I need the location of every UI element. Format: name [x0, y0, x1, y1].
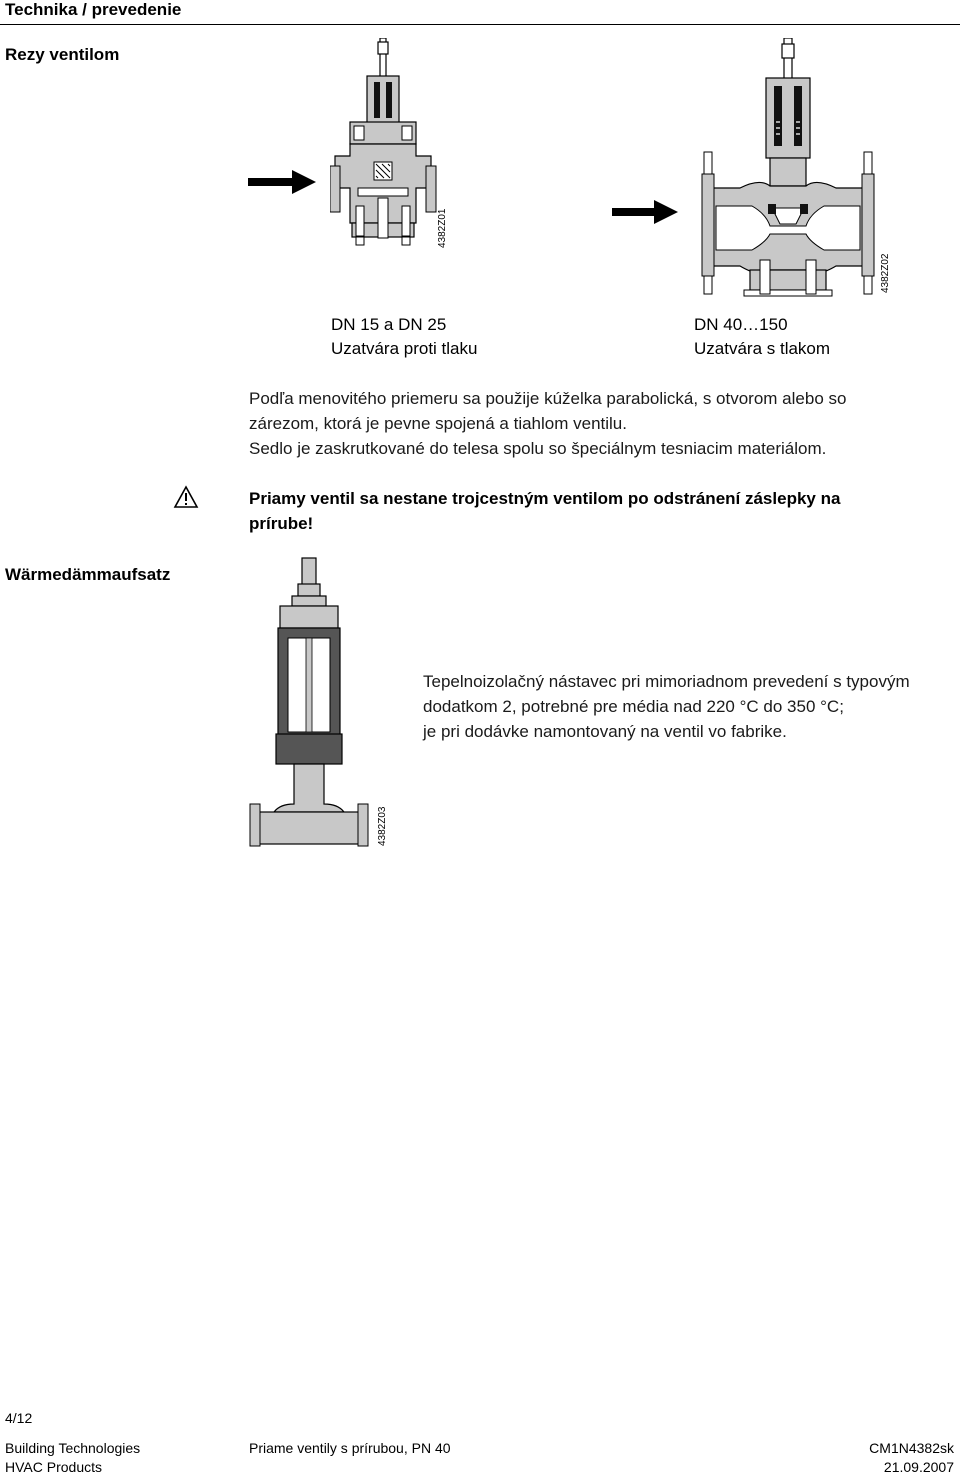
footer-company	[5, 1439, 140, 1477]
flow-arrow-right-icon	[612, 200, 678, 224]
valve-description-paragraph	[249, 386, 846, 461]
thermal-insulation-attachment-figure	[248, 556, 378, 848]
caption-left-line1: DN 15 a DN 25	[331, 315, 447, 334]
footer-doc-title: Priame ventily s prírubou, PN 40	[249, 1440, 451, 1456]
paragraph-line: Tepelnoizolačný nástavec pri mimoriadnom prevedení s typovým	[423, 672, 910, 691]
header-title: Technika / prevedenie	[5, 0, 182, 19]
section-title-valve-cuts: Rezy ventilom	[5, 45, 120, 64]
paragraph-line: dodatkom 2, potrebné pre média nad 220 °C do 350 °C;	[423, 697, 844, 716]
warning-line: Priamy ventil sa nestane trojcestným ventilom po odstránení záslepky na	[249, 489, 841, 508]
caption-right-line2: Uzatvára s tlakom	[694, 339, 831, 358]
valve-section-dn15-25-figure	[330, 38, 440, 260]
footer-company-line2: HVAC Products	[5, 1459, 102, 1475]
footer-company-line1: Building Technologies	[5, 1440, 141, 1456]
paragraph-line: Podľa menovitého priemeru sa použije kúželka parabolická, s otvorom alebo so	[249, 389, 847, 408]
paragraph-line: Sedlo je zaskrutkované do telesa spolu so špeciálnym tesniacim materiálom.	[249, 439, 827, 458]
footer-doc-meta	[869, 1439, 954, 1477]
caption-right-line1: DN 40…150	[694, 315, 788, 334]
figure-code-left: 4382Z01	[437, 208, 448, 248]
valve-section-dn40-150-figure	[700, 38, 880, 300]
figure-code-right: 4382Z02	[880, 253, 891, 293]
footer-doc-date: 21.09.2007	[883, 1459, 954, 1475]
paragraph-line: zárezom, ktorá je pevne spojená a tiahlom ventilu.	[249, 414, 627, 433]
warning-line: prírube!	[249, 514, 314, 533]
flow-arrow-left-icon	[248, 170, 316, 194]
warning-text	[249, 486, 840, 536]
paragraph-line: je pri dodávke namontovaný na ventil vo fabrike.	[423, 722, 787, 741]
caption-left-line2: Uzatvára proti tlaku	[331, 339, 478, 358]
insulation-description-paragraph	[423, 669, 910, 744]
section-title-insulation: Wärmedämmaufsatz	[5, 565, 171, 584]
caption-left	[331, 313, 477, 361]
warning-triangle-icon	[173, 485, 199, 509]
page-number: 4/12	[5, 1410, 33, 1426]
figure-code-insulation: 4382Z03	[377, 806, 388, 846]
header-rule	[0, 24, 960, 25]
footer-doc-code: CM1N4382sk	[869, 1440, 954, 1456]
caption-right	[694, 313, 830, 361]
